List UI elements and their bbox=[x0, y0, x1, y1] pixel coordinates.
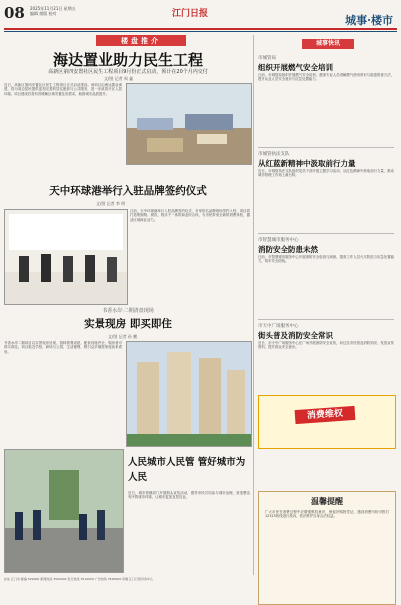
news-brief-banner: 城事快讯 bbox=[302, 39, 354, 49]
brief-separator bbox=[258, 147, 394, 148]
brief3-source: 市智慧城市服务中心 bbox=[258, 238, 299, 243]
header-meta-editors: 编辑 排版 校对 bbox=[30, 11, 57, 16]
consumer-rights-ad-title: 消费维权 bbox=[295, 406, 356, 424]
story2-headline: 天中环球港举行入驻品牌签约仪式 bbox=[49, 185, 207, 197]
brief3-text: 日前，市智慧城市服务中心开展消防安全检查与演练，提高工作人员火灾防范与应急处置能力，筑牢安全防线。 bbox=[258, 255, 394, 264]
header-meta bbox=[30, 6, 100, 16]
header-meta-date: 2025年11月21日 星期五 bbox=[30, 6, 76, 11]
main-headline: 海达置业助力民生工程 bbox=[52, 51, 203, 69]
section-banner: 楼盘推介 bbox=[96, 35, 186, 46]
brief-separator bbox=[258, 233, 394, 234]
story1-text: 近日，高新区第四安置社区民生工程项目正式启动建设。该项目由海达置业承建，将为周边居民提供更加完善的居住配套与公共服务，进一步改善片区人居环境。项目建成后将有效缓解区域安置住房需求，助推城市品质提升。 bbox=[4, 83, 122, 96]
story3-byline: 文/图 记者 孙 鹏 bbox=[108, 334, 138, 339]
brief4-title: 街头普及消防安全常识 bbox=[258, 331, 333, 340]
page-number: 08 bbox=[4, 4, 25, 22]
brief1-text: 日前，市城管局组织开展燃气安全培训，邀请专业人员讲解燃气使用常识与隐患排查方法，提升从业人员安全意识与应急处置能力。 bbox=[258, 73, 394, 82]
reminder-title: 温馨提醒 bbox=[311, 496, 343, 506]
signing-ceremony-photo bbox=[4, 209, 128, 305]
brief2-text: 近日，市城管执法支队组织党员干部开展主题学习活动，从红色精神中汲取前行力量，推动城市管理工作再上新台阶。 bbox=[258, 169, 394, 178]
story2-byline: 文/图 记者 李 明 bbox=[96, 201, 126, 206]
main-subheadline: 高新区第四安置社区民生工程项目9月份正式启动，预计在20个月内交付 bbox=[48, 69, 208, 75]
street-campaign-photo bbox=[4, 449, 124, 573]
page-footer: 社址 江门市 邮编 529000 新闻热线 3500000 发行热线 3510000 广告热线 3520000 印刷 江门日报印务中心 bbox=[4, 577, 154, 581]
story4-text: 近日，城市管理部门开展街头宣传活动，倡导市民共同参与城市治理，营造整洁有序的城市环境，让城市更加宜居宜业。 bbox=[128, 491, 250, 500]
story3-headline: 实景现房 即买即住 bbox=[84, 318, 172, 330]
brief2-source: 市城管执法支队 bbox=[258, 152, 290, 157]
brief4-source: 市天中广场服务中心 bbox=[258, 324, 299, 329]
page-header bbox=[0, 0, 401, 36]
story2-text: 日前，天中环球港举行入驻品牌签约仪式，多家知名品牌现场签约入驻。项目将打造集购物、餐饮、娱乐于一体的商业综合体，为市民带来全新的消费体验，激活区域商业活力。 bbox=[130, 209, 250, 222]
brief4-text: 近日，市天中广场服务中心在广场开展消防安全宣传，向过往市民普及消防知识，发放宣传资料，提升群众安全意识。 bbox=[258, 341, 394, 350]
header-rule-red bbox=[4, 28, 397, 30]
brief-separator bbox=[258, 319, 394, 320]
column-divider bbox=[253, 35, 254, 575]
residential-towers-photo bbox=[126, 341, 252, 447]
header-rule-blue bbox=[4, 31, 397, 32]
reminder-box bbox=[258, 491, 396, 605]
newspaper-logo: 江门日报 bbox=[172, 9, 209, 19]
story3-text: 书香水岸二期项目以实景现房呈现，园林景观成熟，配套设施齐全，购房者可即买即住。项目临近学校、商场与公园，生活便利，吸引众多刚需家庭前来看房。 bbox=[4, 341, 122, 354]
construction-site-photo bbox=[126, 83, 252, 165]
story3-kicker: 书香水岸·二期清盘现场 bbox=[102, 308, 154, 314]
brief2-title: 从红蓝新精神中汲取前行力量 bbox=[258, 159, 356, 168]
section-name: 城事·楼市 bbox=[345, 14, 393, 27]
reminder-text: 广大市民在消费过程中应增强维权意识，保留好购物凭证，遇到消费纠纷可拨打12315热线进行投诉，依法维护自身合法权益。 bbox=[265, 510, 389, 519]
story4-headline: 人民城市人民管 管好城市为人民 bbox=[128, 457, 246, 483]
consumer-rights-ad bbox=[258, 395, 396, 449]
brief1-source: 市城管局 bbox=[258, 56, 276, 61]
story1-byline: 文/图 记者 周 鑫 bbox=[104, 76, 134, 81]
brief1-title: 组织开展燃气安全培训 bbox=[258, 63, 333, 72]
brief3-title: 消防安全防患未然 bbox=[258, 245, 318, 254]
